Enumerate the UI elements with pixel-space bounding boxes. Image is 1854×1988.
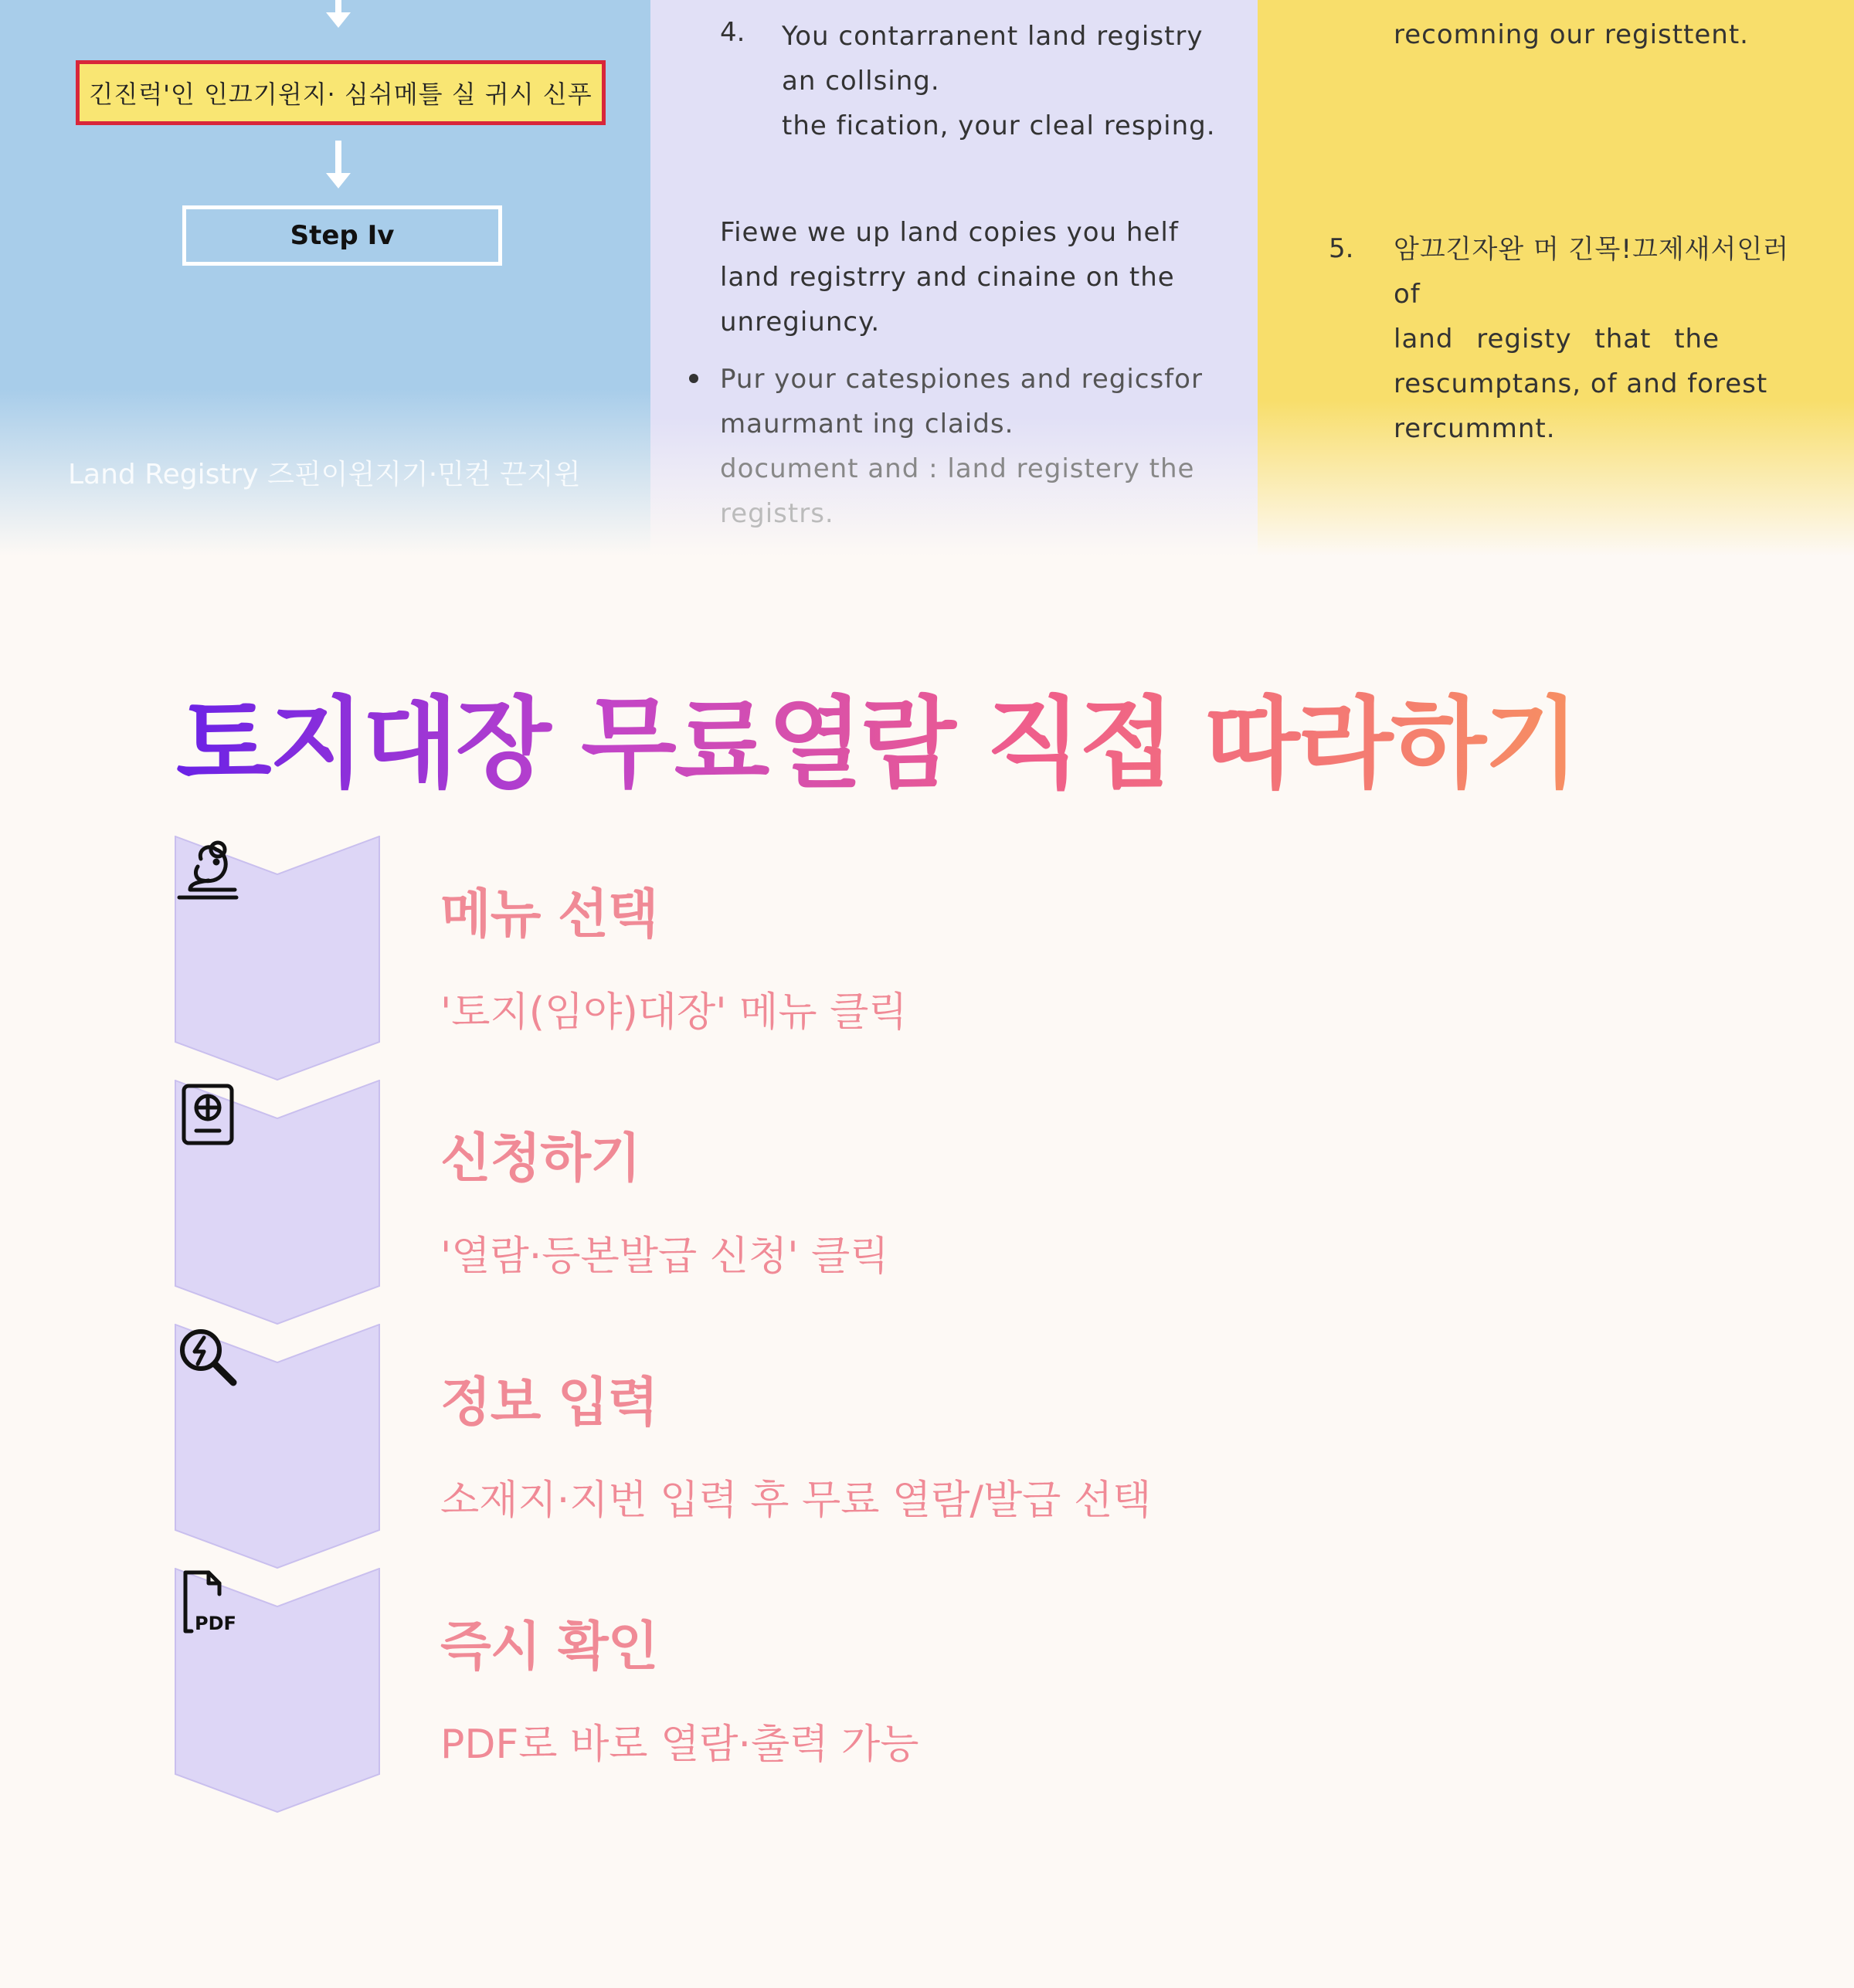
item-number: 4.: [720, 17, 745, 48]
guide-title: 토지대장 무료열람 직접 따라하기: [176, 664, 1577, 806]
step-title: 신청하기: [440, 1128, 640, 1189]
step-chevron: [175, 1324, 380, 1569]
step-description: '열람·등본발급 신청' 클릭: [440, 1233, 889, 1280]
bullet-line: Pur your catespiones and regicsfor: [720, 364, 1203, 395]
blue-panel-footer: Land Registry 즈핀이윈지기·민컨 끈지윈: [68, 459, 581, 490]
search-icon: [175, 1324, 241, 1390]
bullet-line: maurmant ing claids.: [720, 409, 1014, 439]
instructions-panel: [650, 0, 1258, 556]
notes-line: 암끄긴자완 머 긴목!끄제새서인러 of: [1394, 234, 1790, 310]
paragraph-line: unregiuncy.: [720, 307, 881, 338]
step-title: 즉시 확인: [440, 1617, 658, 1678]
step-box: [182, 205, 502, 266]
paragraph-line: Fiewe we up land copies you helf: [720, 217, 1179, 248]
item-line: the fication, your cleal resping.: [782, 110, 1216, 141]
reference-screenshot-strip: [0, 0, 1854, 556]
notes-panel: [1258, 0, 1854, 556]
notes-line: rercummnt.: [1394, 413, 1556, 444]
item-line: You contarranent land registry: [782, 21, 1204, 52]
bullet-line: registrs.: [720, 498, 834, 529]
notes-line: land registy that the: [1394, 324, 1720, 355]
item-number: 5.: [1329, 233, 1354, 264]
step-chevron: [175, 1080, 380, 1325]
highlighted-step-label: 긴진럭'인 인끄기윈지· 심쉬메틀 실 귀시 신푸: [89, 80, 593, 109]
mouse-icon: [175, 836, 241, 902]
notes-top-line: recomning our registtent.: [1394, 19, 1749, 50]
step-description: '토지(임야)대장' 메뉴 클릭: [440, 989, 908, 1036]
step-description: PDF로 바로 열람·출력 가능: [440, 1722, 919, 1768]
item-text: [782, 14, 1216, 148]
highlighted-step-box: [76, 60, 606, 125]
flowchart-panel: [0, 0, 650, 556]
notes-line: rescumptans, of and forest: [1394, 368, 1768, 399]
down-arrow-icon: [335, 141, 341, 178]
notes-item-text: [1394, 227, 1811, 451]
step-label: Step Iv: [290, 220, 395, 251]
paragraph-line: land registrry and cinaine on the: [720, 262, 1175, 293]
item-line: an collsing.: [782, 66, 940, 97]
step-chevron: [175, 836, 380, 1081]
paragraph: [720, 210, 1179, 344]
passport-icon: [175, 1080, 241, 1146]
bullet-text: [720, 357, 1203, 536]
svg-text:PDF: PDF: [195, 1613, 236, 1634]
step-description: 소재지·지번 입력 후 무료 열람/발급 선택: [440, 1477, 1152, 1524]
step-title: 메뉴 선택: [440, 884, 658, 945]
down-arrow-icon: [335, 0, 341, 17]
pdf-file-icon: [175, 1568, 241, 1634]
step-chevron: [175, 1568, 380, 1813]
bullet-dot: [689, 374, 698, 383]
step-title: 정보 입력: [440, 1372, 658, 1433]
bullet-line: document and : land registery the: [720, 453, 1195, 484]
